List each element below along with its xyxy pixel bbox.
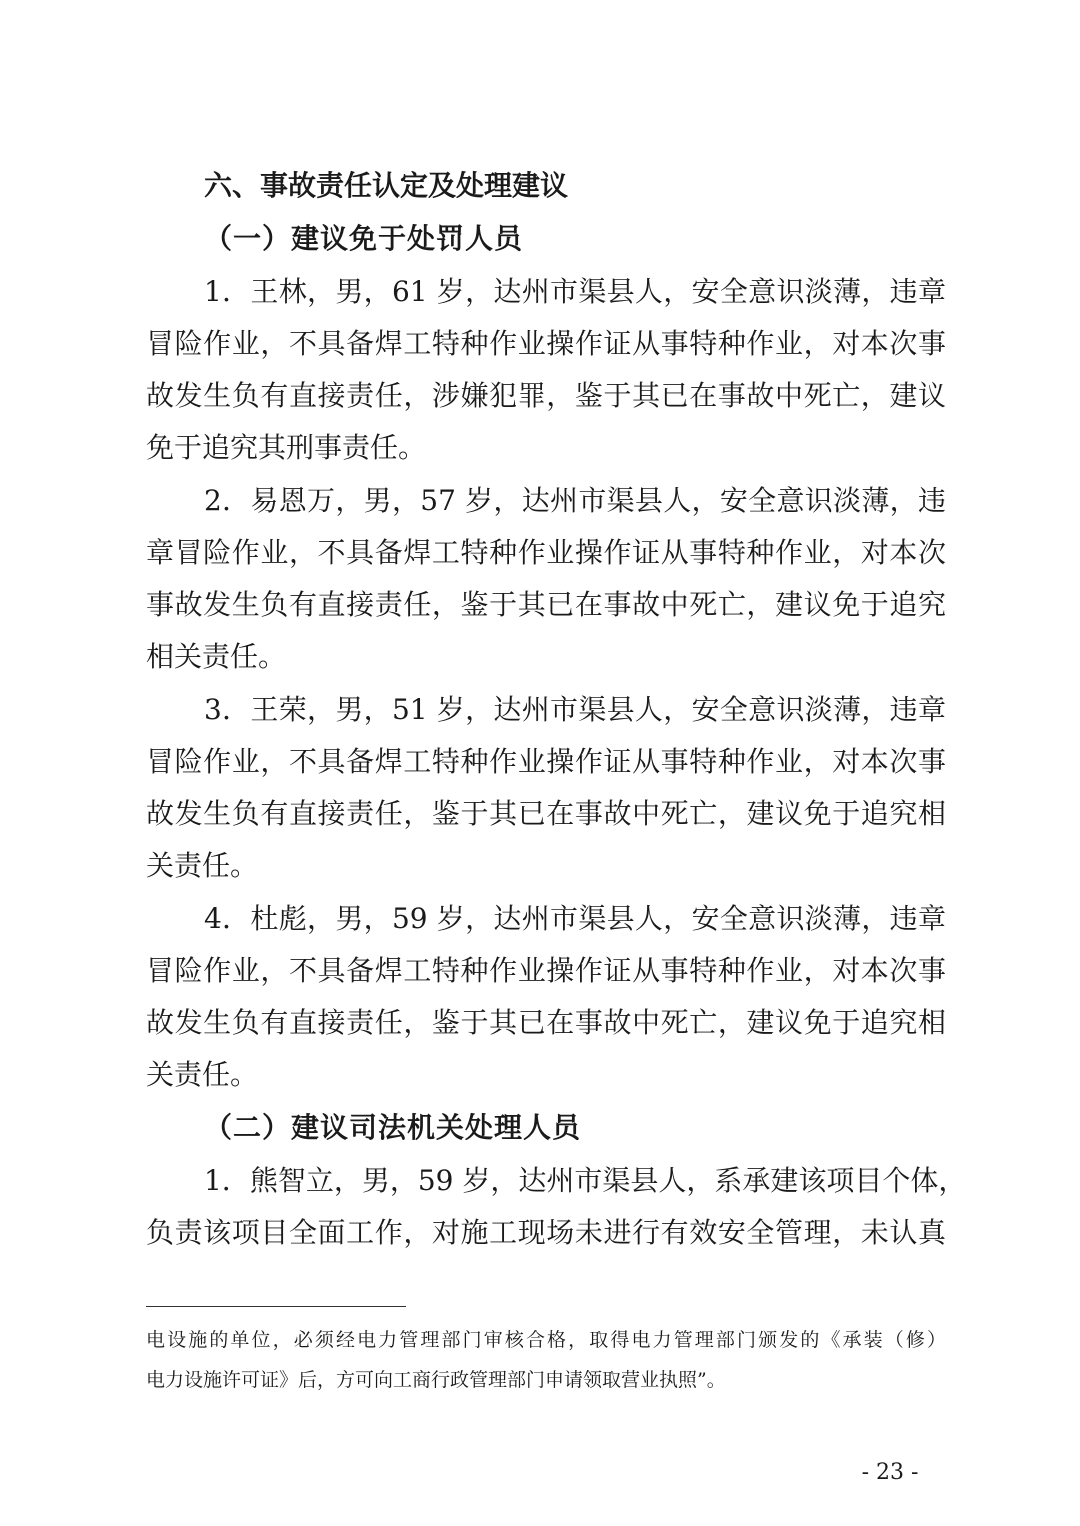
paragraph-line: 冒险作业，不具备焊工特种作业操作证从事特种作业，对本次事 (146, 327, 946, 360)
paragraph-line: 故发生负有直接责任，鉴于其已在事故中死亡，建议免于追究相 (146, 797, 946, 830)
paragraph-line: 故发生负有直接责任，鉴于其已在事故中死亡，建议免于追究相 (146, 1006, 946, 1039)
paragraph-line: 1．熊智立，男，59 岁，达州市渠县人，系承建该项目个体， (204, 1164, 967, 1197)
footnote-divider (146, 1306, 406, 1307)
paragraph-line: 负责该项目全面工作，对施工现场未进行有效安全管理，未认真 (146, 1216, 946, 1249)
paragraph-line: 2．易恩万，男，57 岁，达州市渠县人，安全意识淡薄，违 (204, 484, 946, 517)
paragraph-line: 4．杜彪，男，59 岁，达州市渠县人，安全意识淡薄，违章 (204, 902, 946, 935)
paragraph-line: 关责任。 (146, 849, 259, 882)
paragraph-line: 故发生负有直接责任，涉嫌犯罪，鉴于其已在事故中死亡，建议 (146, 379, 946, 412)
paragraph-line: 3．王荣，男，51 岁，达州市渠县人，安全意识淡薄，违章 (204, 693, 946, 726)
paragraph-line: 冒险作业，不具备焊工特种作业操作证从事特种作业，对本次事 (146, 954, 946, 987)
section-heading: 六、事故责任认定及处理建议 (204, 169, 569, 202)
page-number: - 23 - (861, 1460, 919, 1485)
paragraph-line: 相关责任。 (146, 640, 287, 673)
footnote-line: 电力设施许可证》后，方可向工商行政管理部门申请领取营业执照”。 (146, 1369, 726, 1391)
paragraph-line: 冒险作业，不具备焊工特种作业操作证从事特种作业，对本次事 (146, 745, 946, 778)
paragraph-line: 免于追究其刑事责任。 (146, 431, 427, 464)
footnote-line: 电设施的单位，必须经电力管理部门审核合格，取得电力管理部门颁发的《承装（修） (146, 1329, 946, 1351)
paragraph-line: 关责任。 (146, 1058, 259, 1091)
paragraph-line: 章冒险作业，不具备焊工特种作业操作证从事特种作业，对本次 (146, 536, 946, 569)
paragraph-line: 1．王林，男，61 岁，达州市渠县人，安全意识淡薄，违章 (204, 275, 946, 308)
paragraph-line: 事故发生负有直接责任，鉴于其已在事故中死亡，建议免于追究 (146, 588, 946, 621)
subsection-heading-2: （二）建议司法机关处理人员 (204, 1111, 582, 1144)
subsection-heading-1: （一）建议免于处罚人员 (204, 222, 524, 255)
